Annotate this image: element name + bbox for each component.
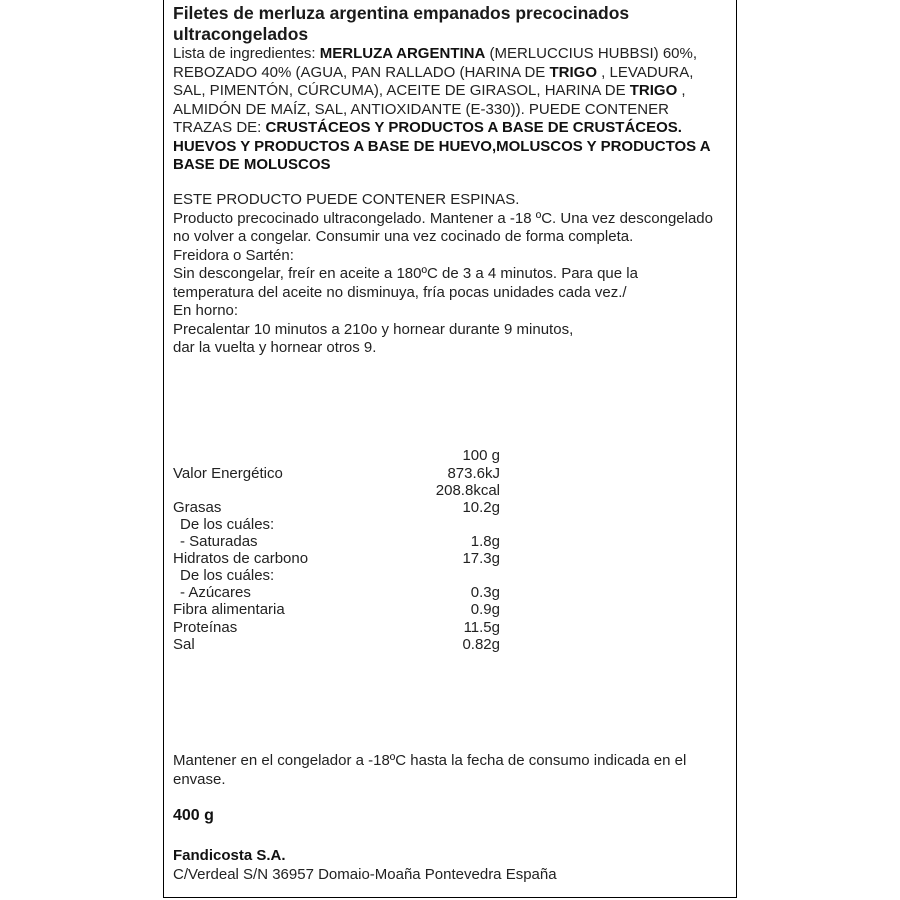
instruction-line: Sin descongelar, freír en aceite a 180ºC de 3 a 4 minutos. Para que la xyxy=(173,265,638,282)
ingredients-text: REBOZADO 40% (AGUA, PAN RALLADO (HARINA DE xyxy=(173,63,550,81)
nutrition-value: 0.9g xyxy=(470,601,500,618)
ingredients-text: Lista de ingredientes: xyxy=(173,45,320,62)
nutrition-label: Sal xyxy=(173,636,195,653)
ingredients-text: SAL, PIMENTÓN, CÚRCUMA), ACEITE DE GIRASOL, HARINA DE xyxy=(173,82,630,99)
instruction-line: dar la vuelta y hornear otros 9. xyxy=(173,339,377,356)
nutrition-header: 100 g xyxy=(462,447,500,464)
ingredients-block xyxy=(173,45,733,175)
title-line-2: ultracongelados xyxy=(173,24,309,44)
instruction-line: En horno: xyxy=(173,302,239,319)
instruction-line: ESTE PRODUCTO PUEDE CONTENER ESPINAS. xyxy=(173,191,520,208)
storage-line: envase. xyxy=(173,770,226,788)
allergen-bold: TRIGO xyxy=(549,63,597,81)
ingredients-line-7: BASE DE MOLUSCOS xyxy=(173,156,331,173)
nutrition-value: 0.3g xyxy=(470,584,500,601)
ingredients-text: (MERLUCCIUS HUBBSI) 60%, xyxy=(485,45,698,62)
ingredients-line-2 xyxy=(173,64,733,83)
ingredients-line-4: ALMIDÓN DE MAÍZ, SAL, ANTIOXIDANTE (E-330)). PUEDE CONTENER xyxy=(173,100,669,118)
nutrition-label: Hidratos de carbono xyxy=(173,550,309,567)
nutrition-value: 10.2g xyxy=(462,499,500,516)
nutrition-label: Proteínas xyxy=(173,619,238,636)
instructions-block xyxy=(173,191,733,358)
ingredients-text: , xyxy=(677,82,686,99)
nutrition-label: Fibra alimentaria xyxy=(173,601,285,618)
nutrition-value: 11.5g xyxy=(463,619,500,636)
nutrition-value: 208.8kcal xyxy=(435,482,500,499)
net-weight: 400 g xyxy=(173,807,214,824)
instruction-line: Freidora o Sartén: xyxy=(173,246,294,264)
allergen-bold: MERLUZA ARGENTINA xyxy=(319,45,486,62)
allergen-bold: CRUSTÁCEOS Y PRODUCTOS A BASE DE CRUSTÁCEOS. xyxy=(265,119,682,136)
nutrition-value: 873.6kJ xyxy=(447,465,500,482)
ingredients-line-5 xyxy=(173,119,733,138)
allergen-bold: TRIGO xyxy=(629,82,678,99)
company-address: C/Verdeal S/N 36957 Domaio-Moaña Pontevedra España xyxy=(173,866,557,883)
nutrition-label: De los cuáles: xyxy=(180,516,275,533)
nutrition-label: Grasas xyxy=(173,499,222,516)
product-title xyxy=(173,3,733,45)
instruction-line: temperatura del aceite no disminuya, fría pocas unidades cada vez./ xyxy=(173,283,627,301)
nutrition-value: 17.3g xyxy=(462,550,500,567)
nutrition-label: - Azúcares xyxy=(180,584,251,601)
instruction-line: Precalentar 10 minutos a 210o y hornear durante 9 minutos, xyxy=(173,320,574,338)
ingredients-text: TRAZAS DE: xyxy=(173,119,266,136)
ingredients-line-6: HUEVOS Y PRODUCTOS A BASE DE HUEVO,MOLUSCOS Y PRODUCTOS A xyxy=(173,137,711,155)
nutrition-label: - Saturadas xyxy=(180,533,258,550)
nutrition-label: Valor Energético xyxy=(173,465,283,482)
storage-line: Mantener en el congelador a -18ºC hasta la fecha de consumo indicada en el xyxy=(173,752,687,769)
nutrition-value: 0.82g xyxy=(462,636,500,653)
ingredients-line-1 xyxy=(173,45,733,64)
storage-block xyxy=(173,752,686,789)
instruction-line: Producto precocinado ultracongelado. Mantener a -18 ºC. Una vez descongelado xyxy=(173,209,713,227)
ingredients-line-3 xyxy=(173,82,733,101)
nutrition-value: 1.8g xyxy=(470,533,500,550)
company-name: Fandicosta S.A. xyxy=(173,847,286,864)
instruction-line: no volver a congelar. Consumir una vez cocinado de forma completa. xyxy=(173,228,634,245)
nutrition-label: De los cuáles: xyxy=(180,567,275,584)
title-line-1: Filetes de merluza argentina empanados precocinados xyxy=(173,3,630,23)
ingredients-text: , LEVADURA, xyxy=(596,63,694,81)
